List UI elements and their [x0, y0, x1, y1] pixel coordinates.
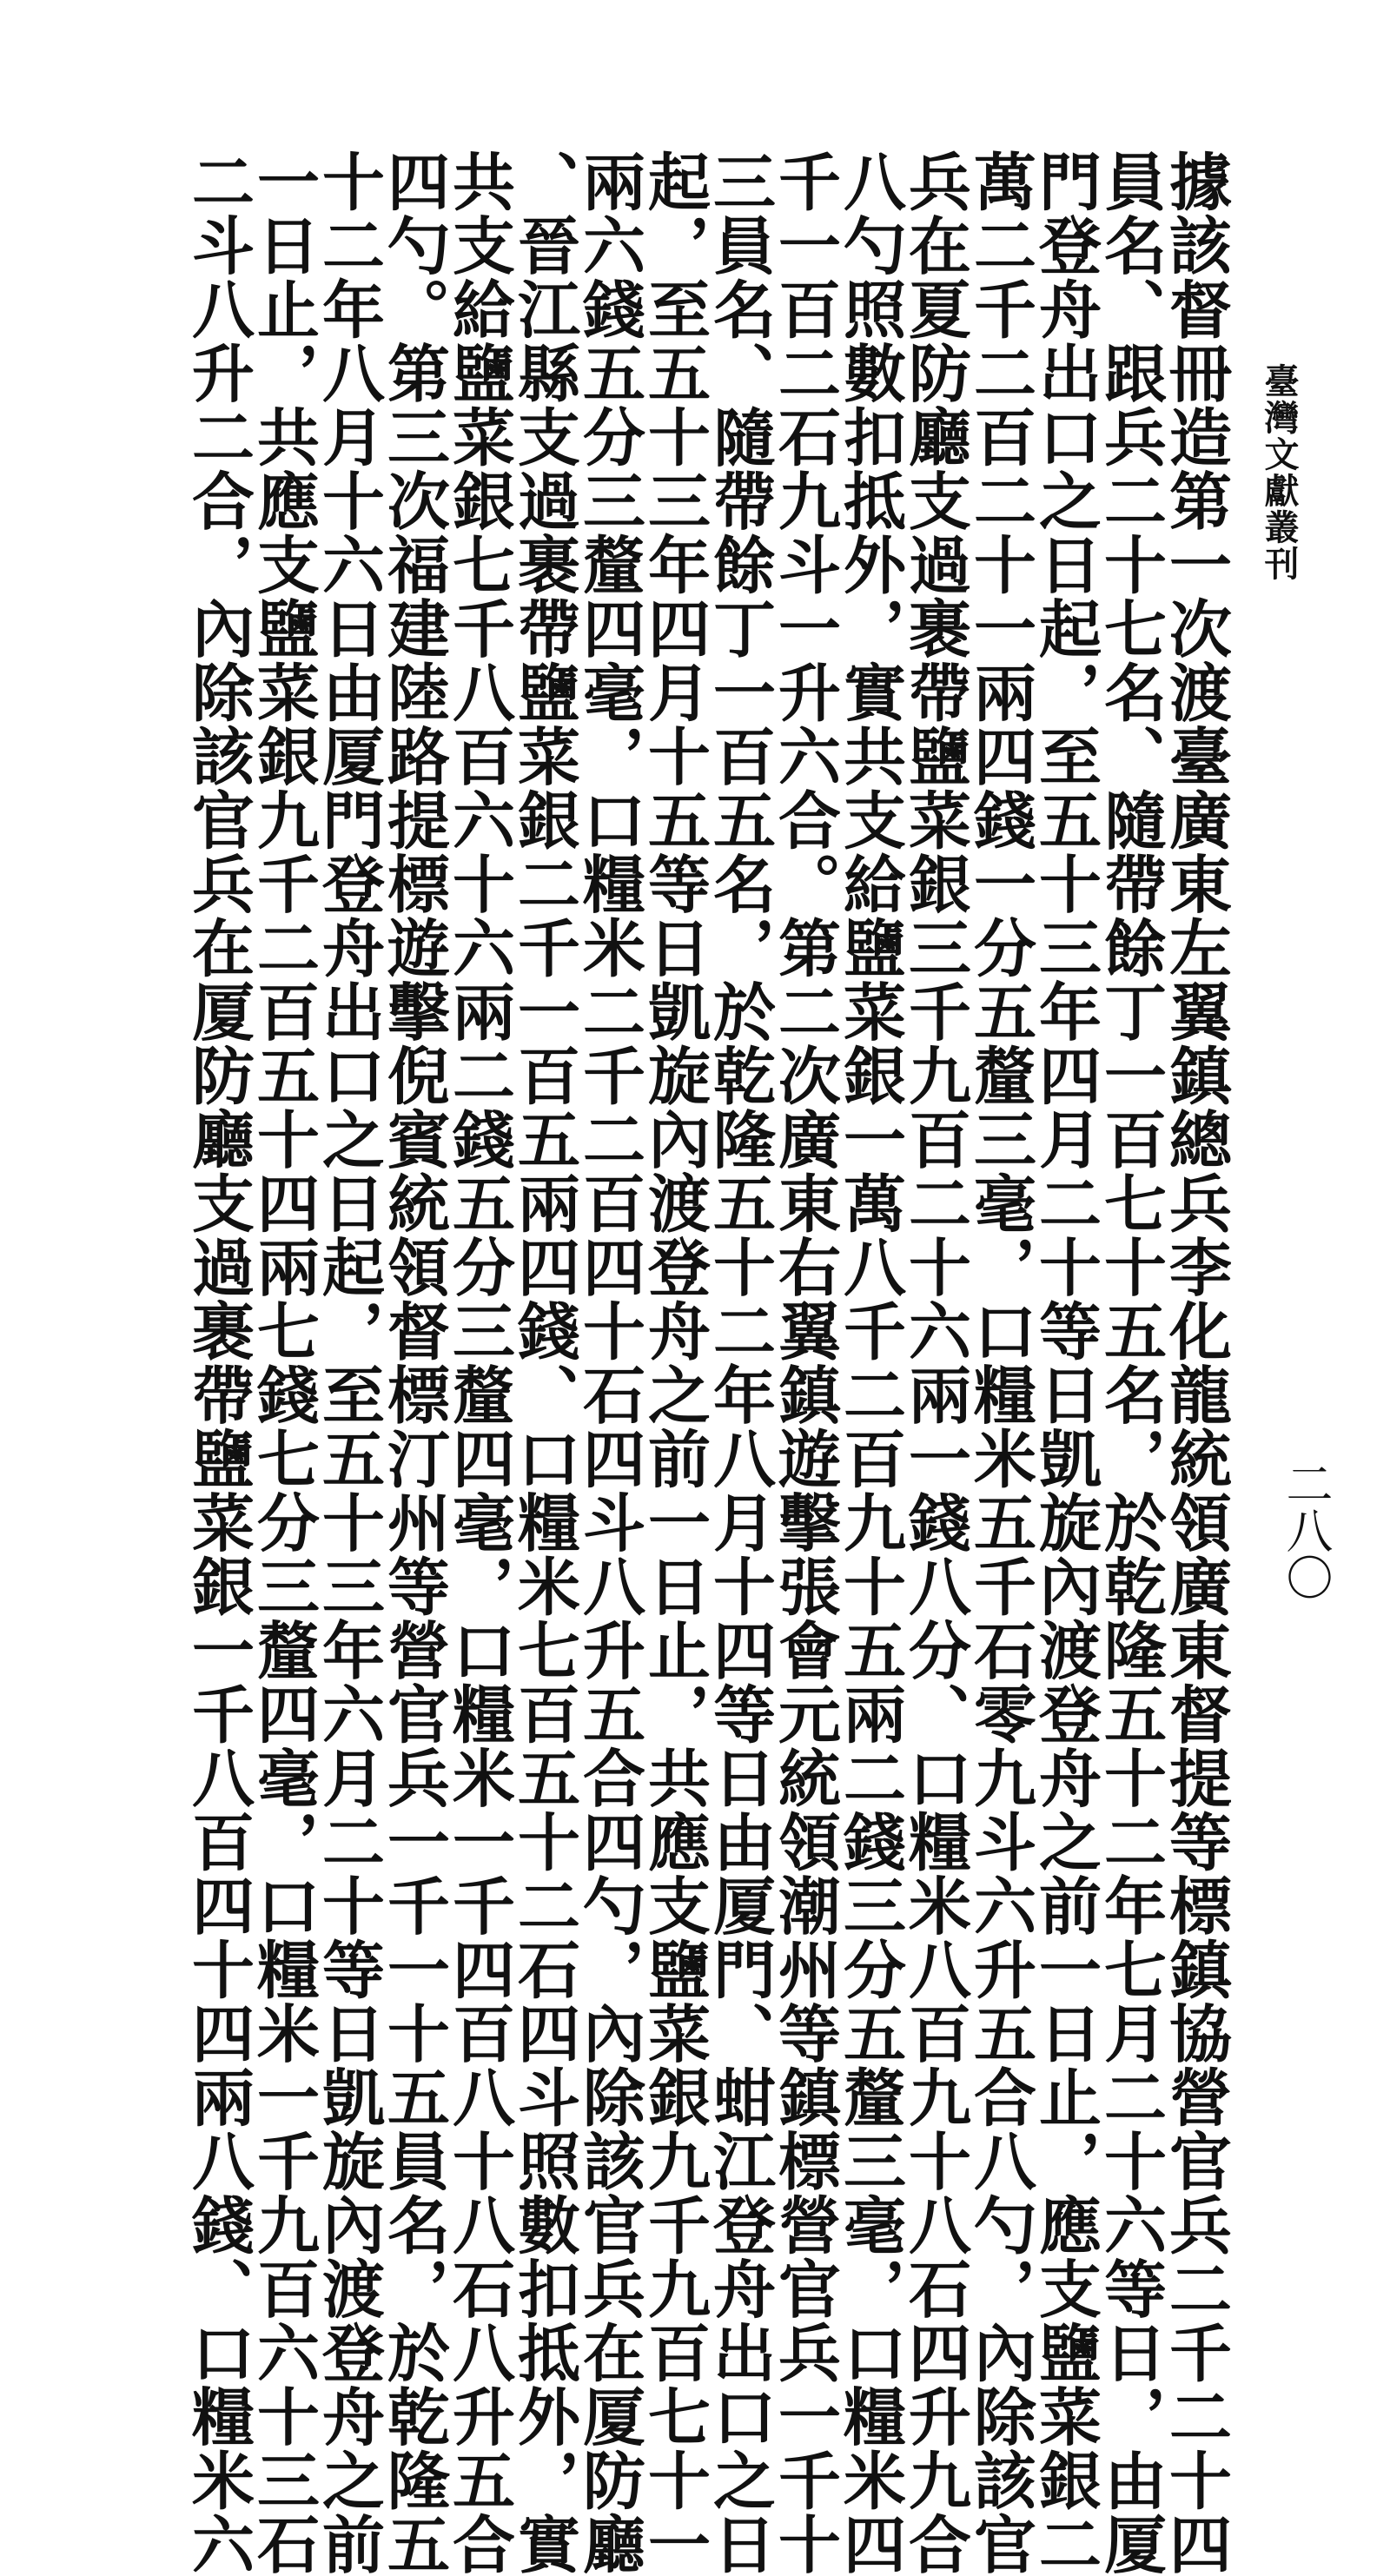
text-column: 門登舟出口之日起，至五十三年四月二十等日凱旋內渡登舟之前一日止，應支鹽菜銀二 [1029, 149, 1102, 2576]
text-column: 三員名、隨帶餘丁一百五名，於乾隆五十二年八月十四等日由厦門、蚶江登舟出口之日 [703, 149, 777, 2576]
text-column: 千一百二石九斗一升六合。第二次廣東右翼鎮遊擊張會元統領潮州等鎮標營官兵一千十 [768, 149, 842, 2576]
running-header-title: 臺灣文獻叢刊 [1259, 363, 1300, 582]
text-column: 兵在夏防廳支過裹帶鹽菜銀三千九百二十六兩一錢八分、口糧米八百九十八石四升九合 [898, 149, 972, 2576]
text-column: 員名、跟兵二十七名、隨帶餘丁一百七十五名，於乾隆五十二年七月二十六等日，由厦 [1094, 149, 1168, 2576]
page-number: 二八〇 [1279, 1460, 1334, 1600]
text-column: 二斗八升二合，內除該官兵在厦防廳支過裹帶鹽菜銀一千八百四十四兩八錢、口糧米六 [182, 149, 255, 2576]
text-column: 據該督冊造第一次渡臺廣東左翼鎮總兵李化龍統領廣東督提等標鎮協營官兵二千二十四 [1159, 149, 1233, 2576]
text-column: 一日止，共應支鹽菜銀九千二百五十四兩七錢七分三釐四毫，口糧米一千九百六十三石 [247, 149, 321, 2576]
text-column: 起，至五十三年四月十五等日凱旋內渡登舟之前一日止，共應支鹽菜銀九千九百七十一 [638, 149, 712, 2576]
text-column: 兩六錢五分三釐四毫，口糧米二千二百四十石四斗八升五合四勺，內除該官兵在厦防廳 [573, 149, 646, 2576]
text-column: 、晉江縣支過裹帶鹽菜銀二千一百五兩四錢、口糧米七百五十二石四斗照數扣抵外，實 [507, 149, 581, 2576]
text-column: 十二年八月十六日由厦門登舟出口之日起，至五十三年六月二十等日凱旋內渡登舟之前 [312, 149, 386, 2576]
text-column: 八勺照數扣抵外，實共支給鹽菜銀一萬八千二百九十五兩二錢三分五釐三毫，口糧米四 [833, 149, 907, 2576]
text-column: 共支給鹽菜銀七千八百六十六兩二錢五分三釐四毫，口糧米一千四百八十八石八升五合 [442, 149, 516, 2576]
text-column: 四勺。第三次福建陸路提標遊擊倪賓統領督標汀州等營官兵一千一十五員名，於乾隆五 [377, 149, 451, 2576]
text-column: 萬二千二百二十一兩四錢一分五釐三毫，口糧米五千石零九斗六升五合八勺，內除該官 [963, 149, 1037, 2576]
